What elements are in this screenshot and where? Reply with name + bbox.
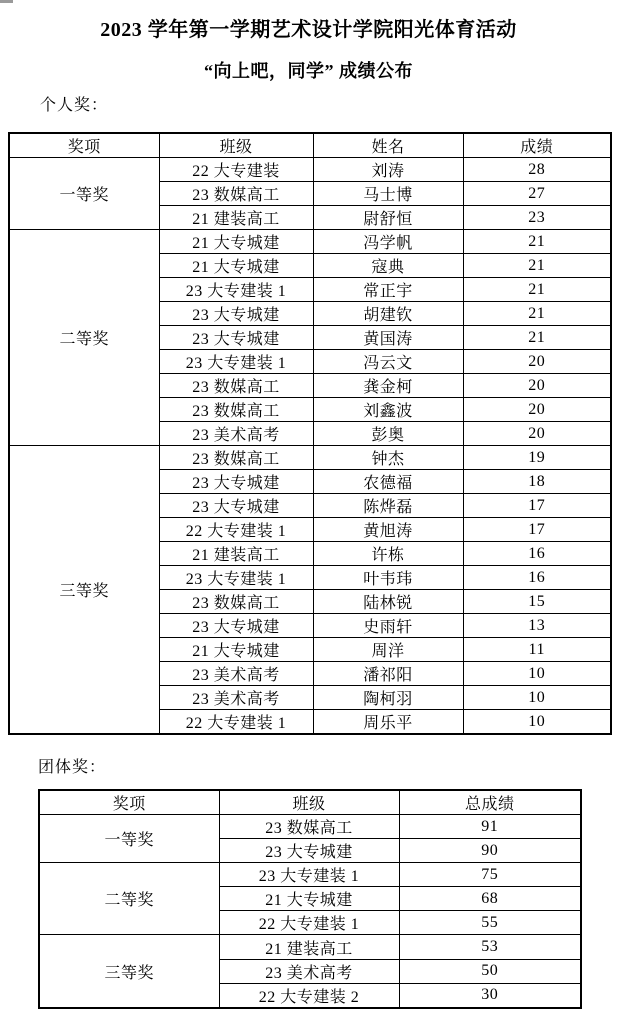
score-cell: 28 [463, 158, 611, 182]
header-row [9, 133, 611, 158]
class-cell: 23 数媒高工 [159, 446, 313, 470]
class-cell: 23 美术高考 [159, 662, 313, 686]
name-cell: 胡建钦 [313, 302, 463, 326]
column-header: 奖项 [39, 790, 219, 815]
column-header: 成绩 [463, 133, 611, 158]
award-cell: 一等奖 [39, 815, 219, 863]
score-cell: 19 [463, 446, 611, 470]
award-cell: 三等奖 [9, 446, 159, 735]
award-cell: 一等奖 [9, 158, 159, 230]
score-cell: 10 [463, 710, 611, 735]
score-cell: 15 [463, 590, 611, 614]
total-score-cell: 55 [399, 911, 581, 935]
table-row [39, 863, 581, 887]
score-cell: 20 [463, 422, 611, 446]
score-cell: 21 [463, 230, 611, 254]
total-score-cell: 91 [399, 815, 581, 839]
header-row [39, 790, 581, 815]
class-cell: 22 大专建装 1 [219, 911, 399, 935]
class-cell: 23 数媒高工 [159, 374, 313, 398]
name-cell: 叶韦玮 [313, 566, 463, 590]
table-row [39, 815, 581, 839]
score-cell: 11 [463, 638, 611, 662]
class-cell: 23 大专城建 [159, 614, 313, 638]
score-cell: 27 [463, 182, 611, 206]
name-cell: 农德福 [313, 470, 463, 494]
name-cell: 黄国涛 [313, 326, 463, 350]
class-cell: 21 大专城建 [159, 638, 313, 662]
total-score-cell: 50 [399, 959, 581, 983]
name-cell: 史雨轩 [313, 614, 463, 638]
class-cell: 21 大专城建 [159, 254, 313, 278]
section-label-individual-awards: 个人奖： [40, 97, 109, 114]
class-cell: 22 大专建装 1 [159, 710, 313, 735]
score-cell: 13 [463, 614, 611, 638]
score-cell: 21 [463, 326, 611, 350]
total-score-cell: 90 [399, 839, 581, 863]
name-cell: 冯云文 [313, 350, 463, 374]
page-subtitle: “向上吧，同学” 成绩公布 [204, 61, 413, 81]
column-header: 班级 [219, 790, 399, 815]
award-cell: 二等奖 [39, 863, 219, 935]
total-score-cell: 75 [399, 863, 581, 887]
score-cell: 20 [463, 398, 611, 422]
team-awards-table [38, 789, 582, 1009]
name-cell: 黄旭涛 [313, 518, 463, 542]
name-cell: 尉舒恒 [313, 206, 463, 230]
class-cell: 23 大专城建 [159, 470, 313, 494]
class-cell: 23 大专城建 [219, 839, 399, 863]
score-cell: 17 [463, 494, 611, 518]
class-cell: 23 数媒高工 [159, 398, 313, 422]
total-score-cell: 30 [399, 983, 581, 1008]
score-cell: 16 [463, 542, 611, 566]
class-cell: 23 美术高考 [159, 686, 313, 710]
name-cell: 寇典 [313, 254, 463, 278]
score-cell: 10 [463, 662, 611, 686]
class-cell: 21 建装高工 [159, 542, 313, 566]
award-cell: 三等奖 [39, 935, 219, 1008]
name-cell: 周洋 [313, 638, 463, 662]
class-cell: 22 大专建装 [159, 158, 313, 182]
page-corner-mark [0, 0, 13, 3]
score-cell: 18 [463, 470, 611, 494]
score-cell: 10 [463, 686, 611, 710]
award-cell: 二等奖 [9, 230, 159, 446]
class-cell: 23 美术高考 [219, 959, 399, 983]
class-cell: 23 大专建装 1 [159, 278, 313, 302]
name-cell: 陶柯羽 [313, 686, 463, 710]
column-header: 姓名 [313, 133, 463, 158]
class-cell: 23 大专建装 1 [159, 566, 313, 590]
class-cell: 21 建装高工 [219, 935, 399, 959]
class-cell: 22 大专建装 1 [159, 518, 313, 542]
class-cell: 23 数媒高工 [219, 815, 399, 839]
table-row [9, 158, 611, 182]
class-cell: 23 大专城建 [159, 302, 313, 326]
column-header: 总成绩 [399, 790, 581, 815]
table-row [9, 230, 611, 254]
table-row [9, 446, 611, 470]
column-header: 班级 [159, 133, 313, 158]
class-cell: 23 数媒高工 [159, 590, 313, 614]
class-cell: 21 建装高工 [159, 206, 313, 230]
score-cell: 21 [463, 254, 611, 278]
score-cell: 20 [463, 350, 611, 374]
score-cell: 23 [463, 206, 611, 230]
name-cell: 常正宇 [313, 278, 463, 302]
class-cell: 23 数媒高工 [159, 182, 313, 206]
name-cell: 钟杰 [313, 446, 463, 470]
name-cell: 许栋 [313, 542, 463, 566]
name-cell: 刘鑫波 [313, 398, 463, 422]
name-cell: 陈烨磊 [313, 494, 463, 518]
page-title: 2023 学年第一学期艺术设计学院阳光体育活动 [100, 19, 517, 41]
individual-awards-table [8, 132, 612, 735]
table-row [39, 935, 581, 959]
total-score-cell: 53 [399, 935, 581, 959]
name-cell: 马士博 [313, 182, 463, 206]
class-cell: 23 大专建装 1 [159, 350, 313, 374]
column-header: 奖项 [9, 133, 159, 158]
name-cell: 陆林锐 [313, 590, 463, 614]
class-cell: 23 大专城建 [159, 326, 313, 350]
class-cell: 22 大专建装 2 [219, 983, 399, 1008]
class-cell: 23 大专建装 1 [219, 863, 399, 887]
name-cell: 刘涛 [313, 158, 463, 182]
score-cell: 20 [463, 374, 611, 398]
name-cell: 龚金柯 [313, 374, 463, 398]
score-cell: 16 [463, 566, 611, 590]
name-cell: 彭奥 [313, 422, 463, 446]
class-cell: 23 大专城建 [159, 494, 313, 518]
score-cell: 21 [463, 302, 611, 326]
name-cell: 冯学帆 [313, 230, 463, 254]
score-cell: 17 [463, 518, 611, 542]
score-cell: 21 [463, 278, 611, 302]
section-label-team-awards: 团体奖： [38, 759, 107, 776]
class-cell: 21 大专城建 [159, 230, 313, 254]
class-cell: 21 大专城建 [219, 887, 399, 911]
name-cell: 周乐平 [313, 710, 463, 735]
name-cell: 潘祁阳 [313, 662, 463, 686]
total-score-cell: 68 [399, 887, 581, 911]
class-cell: 23 美术高考 [159, 422, 313, 446]
